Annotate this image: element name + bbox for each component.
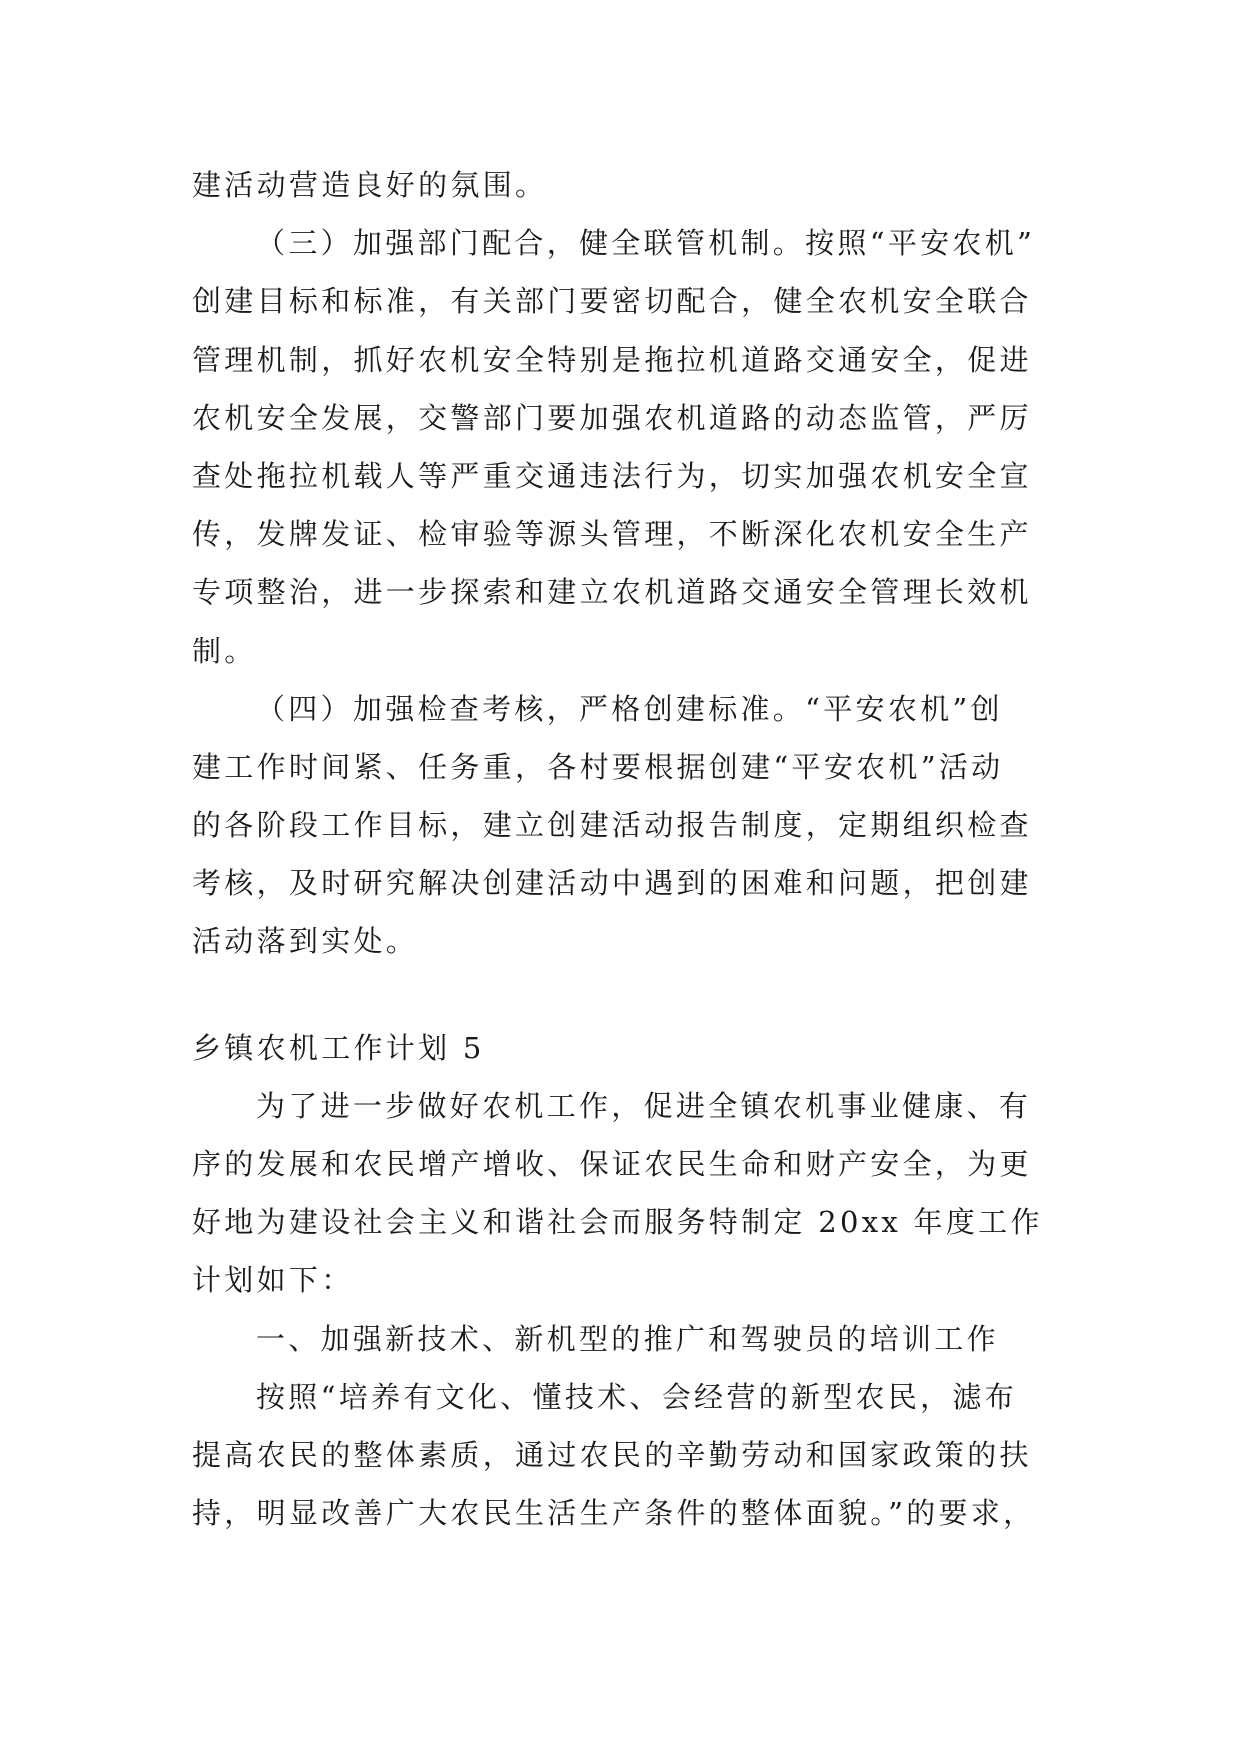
text-line: 好地为建设社会主义和谐社会而服务特制定 20xx 年度工作 <box>192 1205 1043 1240</box>
paragraph-section-3 <box>192 214 1064 680</box>
text-line: 查处拖拉机载人等严重交通违法行为，切实加强农机安全宣 <box>192 458 1032 493</box>
text-line: 考核，及时研究解决创建活动中遇到的困难和问题，把创建 <box>192 866 1032 901</box>
text-line: 一、加强新技术、新机型的推广和驾驶员的培训工作 <box>256 1321 999 1356</box>
text-line: 按照“培养有文化、懂技术、会经营的新型农民，滤布 <box>256 1379 1018 1414</box>
text-line: 计划如下： <box>192 1263 354 1298</box>
paragraph-section-4 <box>192 680 1064 971</box>
text-line: 持，明显改善广大农民生活生产条件的整体面貌。”的要求， <box>192 1496 1036 1531</box>
text-line: 为了进一步做好农机工作，促进全镇农机事业健康、有 <box>256 1088 1032 1123</box>
text-line: 专项整治，进一步探索和建立农机道路交通安全管理长效机 <box>192 575 1032 610</box>
text-line: 提高农民的整体素质，通过农民的辛勤劳动和国家政策的扶 <box>192 1437 1032 1472</box>
text-line: （四）加强检查考核，严格创建标准。“平安农机”创 <box>256 691 1003 726</box>
text-line: 建活动营造良好的氛围。 <box>192 168 548 202</box>
text-line: 的各阶段工作目标，建立创建活动报告制度，定期组织检查 <box>192 808 1032 843</box>
section-heading: 乡镇农机工作计划 5 <box>192 1030 485 1065</box>
document-body <box>192 156 1064 1542</box>
paragraph-gap <box>192 971 1064 1019</box>
text-line: 管理机制，抓好农机安全特别是拖拉机道路交通安全，促进 <box>192 342 1032 377</box>
paragraph-continuation <box>192 156 1064 214</box>
text-line: 序的发展和农民增产增收、保证农民生命和财产安全，为更 <box>192 1147 1032 1181</box>
text-line: 农机安全发展，交警部门要加强农机道路的动态监管，严厉 <box>192 400 1032 435</box>
text-line: 建工作时间紧、任务重，各村要根据创建“平安农机”活动 <box>192 749 1004 784</box>
paragraph-requirements <box>192 1368 1064 1543</box>
text-line: （三）加强部门配合，健全联管机制。按照“平安农机” <box>256 226 1036 261</box>
paragraph-intro <box>192 1077 1064 1310</box>
text-line: 制。 <box>192 633 257 668</box>
text-line: 创建目标和标准，有关部门要密切配合，健全农机安全联合 <box>192 284 1032 319</box>
text-line: 传，发牌发证、检审验等源头管理，不断深化农机安全生产 <box>192 517 1032 552</box>
paragraph-subheading <box>192 1310 1064 1368</box>
text-line: 活动落到实处。 <box>192 924 419 959</box>
